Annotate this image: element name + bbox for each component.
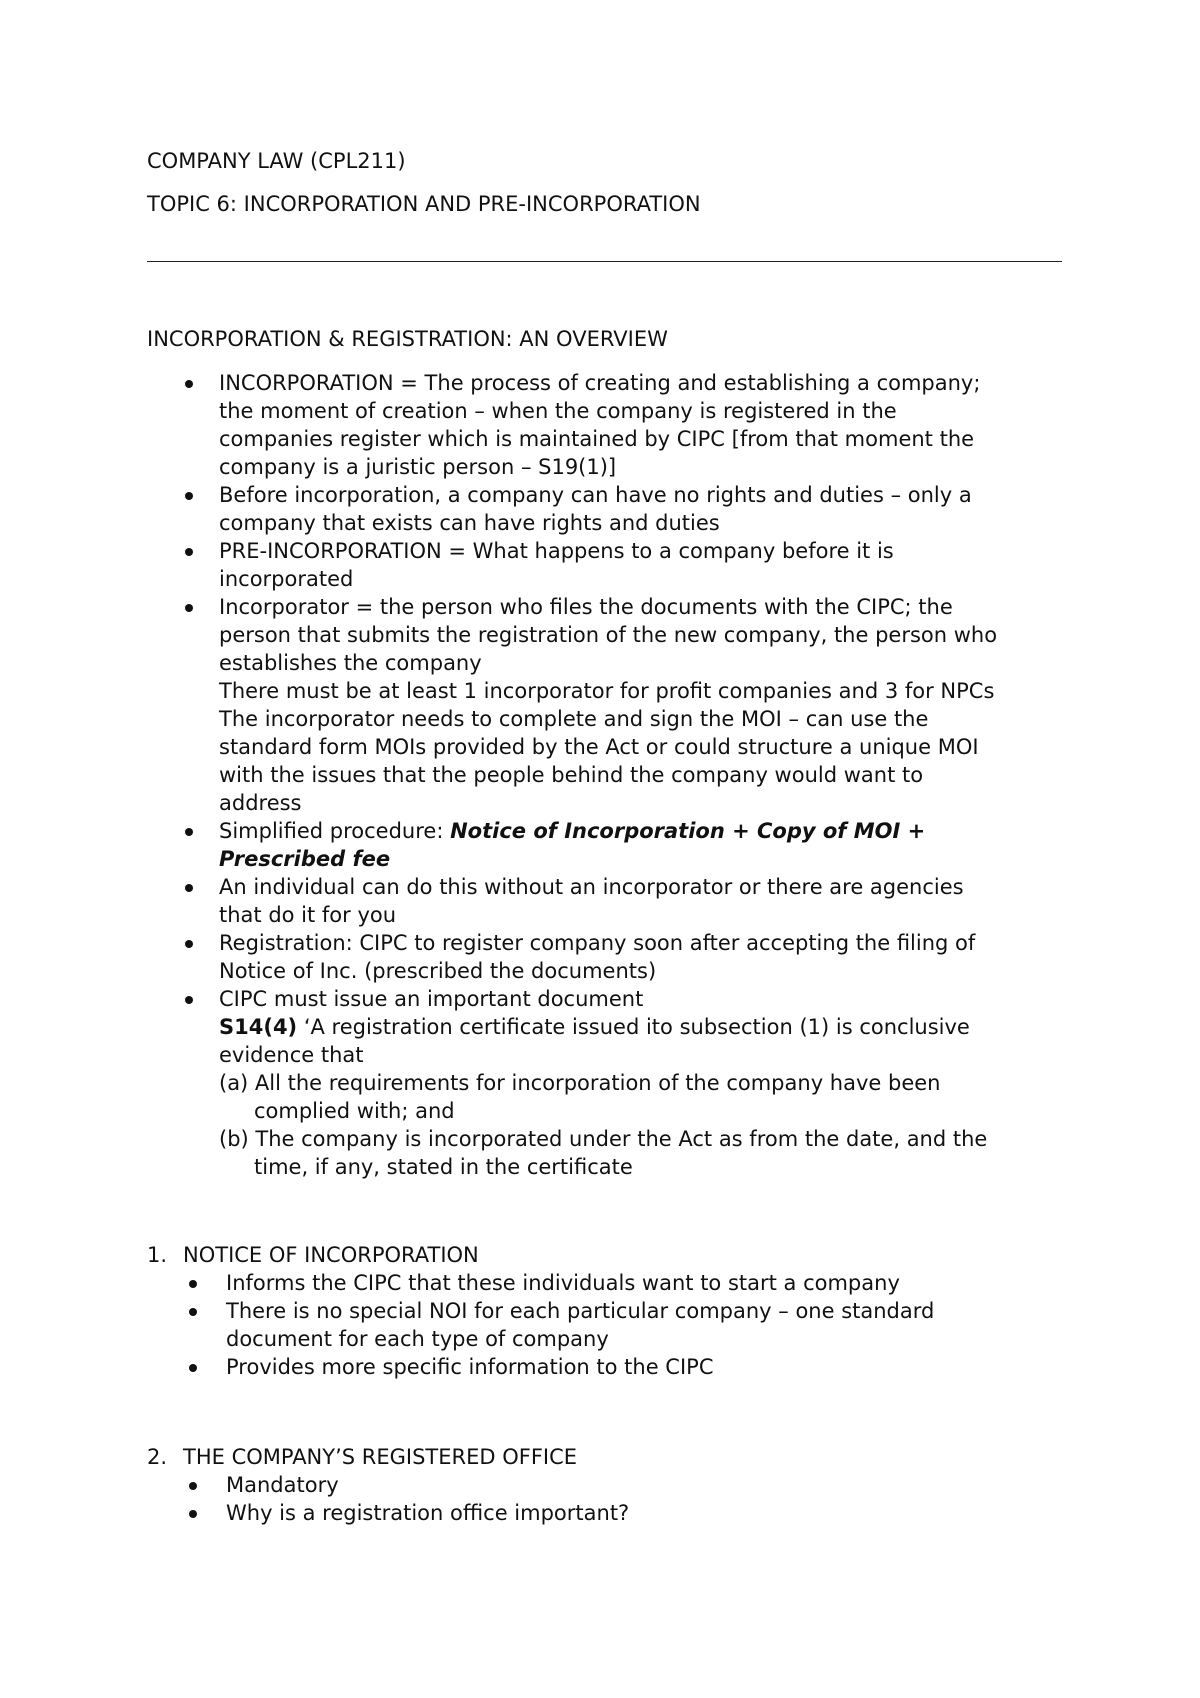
list-item: INCORPORATION = The process of creating and establishing a company; the moment of creation – when the company is registered in the companies register which is maintained by CIPC [from that moment the company is a juristic person – S19(1)]	[147, 369, 997, 481]
list-item: Why is a registration office important?	[147, 1499, 629, 1527]
list-item: There is no special NOI for each particular company – one standard document for each type of company	[147, 1297, 934, 1353]
horizontal-divider	[147, 261, 1062, 262]
list-item: CIPC must issue an important document S14(4) ‘A registration certificate issued ito subsection (1) is conclusive evidence that (a) All the requirements for incorporation of the company have been complied with; and (b) The company is incorporated under the Act as from the date, and the time, if any, stated in the certificate	[147, 985, 997, 1181]
list-item: Registration: CIPC to register company soon after accepting the filing of Notice of Inc. (prescribed the documents)	[147, 929, 997, 985]
section-1-bullet-list	[147, 1269, 934, 1381]
bullet-icon	[189, 1280, 197, 1288]
bullet-icon	[185, 548, 193, 556]
bullet-icon	[185, 604, 193, 612]
procedure-emphasis: Prescribed fee	[219, 847, 391, 871]
section-2-heading: 2. THE COMPANY’S REGISTERED OFFICE	[147, 1445, 578, 1469]
bullet-icon	[189, 1308, 197, 1316]
list-item: An individual can do this without an incorporator or there are agencies that do it for you	[147, 873, 997, 929]
bullet-icon	[189, 1482, 197, 1490]
list-item: Simplified procedure: Notice of Incorporation + Copy of MOI + Prescribed fee	[147, 817, 997, 873]
topic-title: TOPIC 6: INCORPORATION AND PRE-INCORPORATION	[147, 192, 701, 216]
section-1-heading: 1. NOTICE OF INCORPORATION	[147, 1243, 479, 1267]
list-item: Mandatory	[147, 1471, 629, 1499]
overview-heading: INCORPORATION & REGISTRATION: AN OVERVIEW	[147, 327, 668, 351]
bullet-icon	[189, 1510, 197, 1518]
overview-bullet-list	[147, 369, 997, 1181]
bullet-icon	[185, 996, 193, 1004]
procedure-emphasis: Notice of Incorporation + Copy of MOI +	[450, 819, 926, 843]
list-item: Informs the CIPC that these individuals want to start a company	[147, 1269, 934, 1297]
bullet-icon	[189, 1364, 197, 1372]
list-item: PRE-INCORPORATION = What happens to a company before it is incorporated	[147, 537, 997, 593]
bullet-icon	[185, 380, 193, 388]
list-item: Incorporator = the person who files the documents with the CIPC; the person that submits the registration of the new company, the person who establishes the company There must be at least 1 incorporator for profit companies and 3 for NPCs The incorporator needs to complete and sign the MOI – can use the standard form MOIs provided by the Act or could structure a unique MOI with the issues that the people behind the company would want to address	[147, 593, 997, 817]
bullet-icon	[185, 940, 193, 948]
bullet-icon	[185, 492, 193, 500]
bullet-icon	[185, 884, 193, 892]
list-item: Provides more specific information to the CIPC	[147, 1353, 934, 1381]
list-item: Before incorporation, a company can have no rights and duties – only a company that exists can have rights and duties	[147, 481, 997, 537]
course-title: COMPANY LAW (CPL211)	[147, 149, 406, 173]
section-2-bullet-list	[147, 1471, 629, 1527]
section-reference: S14(4)	[219, 1015, 298, 1039]
bullet-icon	[185, 828, 193, 836]
